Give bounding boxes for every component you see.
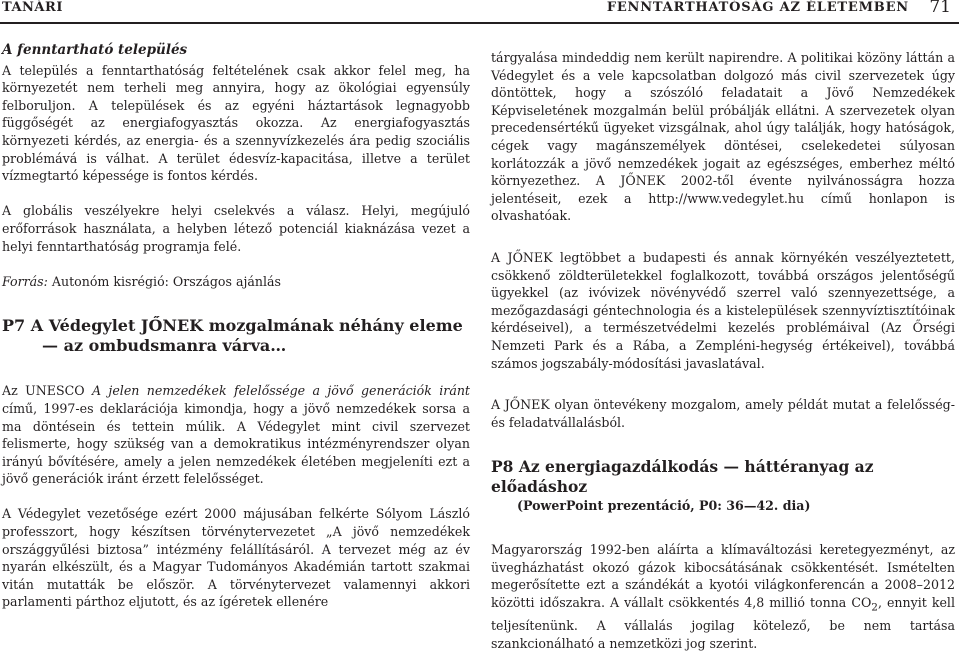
p7-heading-line2: — az ombudsmanra várva…: [42, 336, 287, 356]
climate-text-b: , ennyit kell teljesítenünk. A vállalás jogilag kötelező, be nem tartása szankcionálható a nemzetközi jog szerint.: [491, 595, 955, 651]
paragraph-continuation: tárgyalása mindeddig nem került napirendre. A politikai közöny láttán a Védegylet és a vele kapcsolatban dolgozó más civil szervezetek úgy döntöttek, hogy a szószóló feladatait a Jövő Nemzedékek Képviseletének mozgalmán belül próbálják ellátni. A szervezetek olyan precedensértékű ügyeket vizsgálnak, ahol úgy találják, hogy hatóságok, cégek vagy magánszemélyek döntései, cselekedetei súlyosan korlátozzák a jövő nemzedékek jogait az egészséges, emberhez méltó környezethez. A JŐNEK 2002-től évente nyilvánosságra hozza jelentéseit, ezek a http://www.vedegylet.hu című honlapon is olvashatóak.: [491, 50, 955, 224]
p8-heading: P8 Az energiagazdálkodás — háttéranyag az előadáshoz: [491, 457, 874, 497]
p8-subheading: (PowerPoint prezentáció, P0: 36—42. dia): [517, 498, 811, 514]
left-column: [2, 42, 470, 611]
unesco-declaration-title: A jelen nemzedékek felelőssége a jövő generációk iránt: [91, 383, 470, 399]
paragraph-climate: [491, 541, 955, 652]
co2-subscript: 2: [871, 601, 878, 614]
paragraph-unesco: [2, 382, 470, 488]
header-right-title: FENNTARTHATÓSÁG AZ ÉLETEMBEN: [606, 0, 909, 15]
paragraph-global-local: A globális veszélyekre helyi cselekvés a válasz. Helyi, megújuló erőforrások használata, a helyben létező potenciál kiaknázása vezet a helyi fenntarthatóság programja felé.: [2, 203, 470, 254]
unesco-text-a: Az UNESCO: [2, 383, 92, 399]
paragraph-jonek-movement: A JŐNEK olyan öntevékeny mozgalom, amely példát mutat a felelősség- és feladatvállalásból.: [491, 397, 955, 430]
source-text: Autonóm kisrégió: Országos ajánlás: [47, 273, 281, 289]
paragraph-jonek-topics: A JŐNEK legtöbbet a budapesti és annak környékén veszélyeztetett, csökkenő zöldterületekkel foglalkozott, továbbá országos jelentőségű ügyekkel (az ivóvizek növényvédő szerrel való szennyezettsége, a mezőgazdasági géntechnologia és a kistelepülések szennyvíztisztítóinak kérdéseivel), a természetvédelmi kezelés problémáival (Az Őrségi Nemzeti Park és a Rába, a Zempléni-hegység értékeivel), továbbá számos jogszabály-módosítási javaslatával.: [491, 249, 955, 371]
p7-heading: [2, 316, 470, 356]
climate-text-a: Magyarország 1992-ben aláírta a klímaváltozási keretegyezményt, az üvegházhatást okozó gázok kibocsátásának csökkentését. Ismételten megerősítette ezt a szándékát a kyotói világkonferencán a 2008–2012 közötti időszakra. A vállalt csökkentés 4,8 millió tonna CO: [491, 542, 955, 611]
source-line: [2, 273, 470, 291]
source-label: Forrás:: [2, 273, 48, 289]
section-title: A fenntartható település: [2, 42, 188, 58]
header-rule: [0, 22, 959, 24]
right-column: [491, 49, 955, 652]
header-left-title: TANÁRI: [2, 0, 63, 15]
paragraph-settlement: A település a fenntarthatóság feltételének csak akkor felel meg, ha környezetét nem terheli meg annyira, hogy az ökológiai egyensúly felboruljon. A települések és az egyéni háztartások legnagyobb függőségét az energiafogyasztás okozza. Az energiafogyasztás környezeti kérdés, az energia- és a szennyvízkezelés ára pedig szociális problémává is válhat. A terület édesvíz-kapacitása, illetve a terület vízmegtartó képessége is fontos kérdés.: [2, 62, 470, 184]
p7-heading-line1: P7 A Védegylet JŐNEK mozgalmának néhány eleme: [2, 316, 463, 336]
page-header: [0, 0, 959, 22]
unesco-text-b: című, 1997-es deklarációja kimondja, hogy a jövő nemzedékek sorsa a ma döntésein és tettein múlik. A Védegylet mint civil szervezet felismerte, hogy szükség van a demokratikus intézményrendszer olyan irányú bővítésére, amely a jelen nemzedékek életében megjeleníti ezt a jövő generációk iránt érzett felelősséget.: [2, 400, 470, 487]
paragraph-vedegylet: A Védegylet vezetősége ezért 2000 májusában felkérte Sólyom László professzort, hogy készítsen törvénytervezetet „A jövő nemzedékek országgyűlési biztosa” intézmény felállításáról. A tervezet még az év nyarán elkészült, és a Magyar Tudományos Akadémián tartott szakmai vitán mutatták be először. A törvénytervezet valamennyi akkori parlamenti párthoz eljutott, és az ígéretek ellenére: [2, 506, 470, 610]
page-number: 71: [929, 0, 951, 17]
